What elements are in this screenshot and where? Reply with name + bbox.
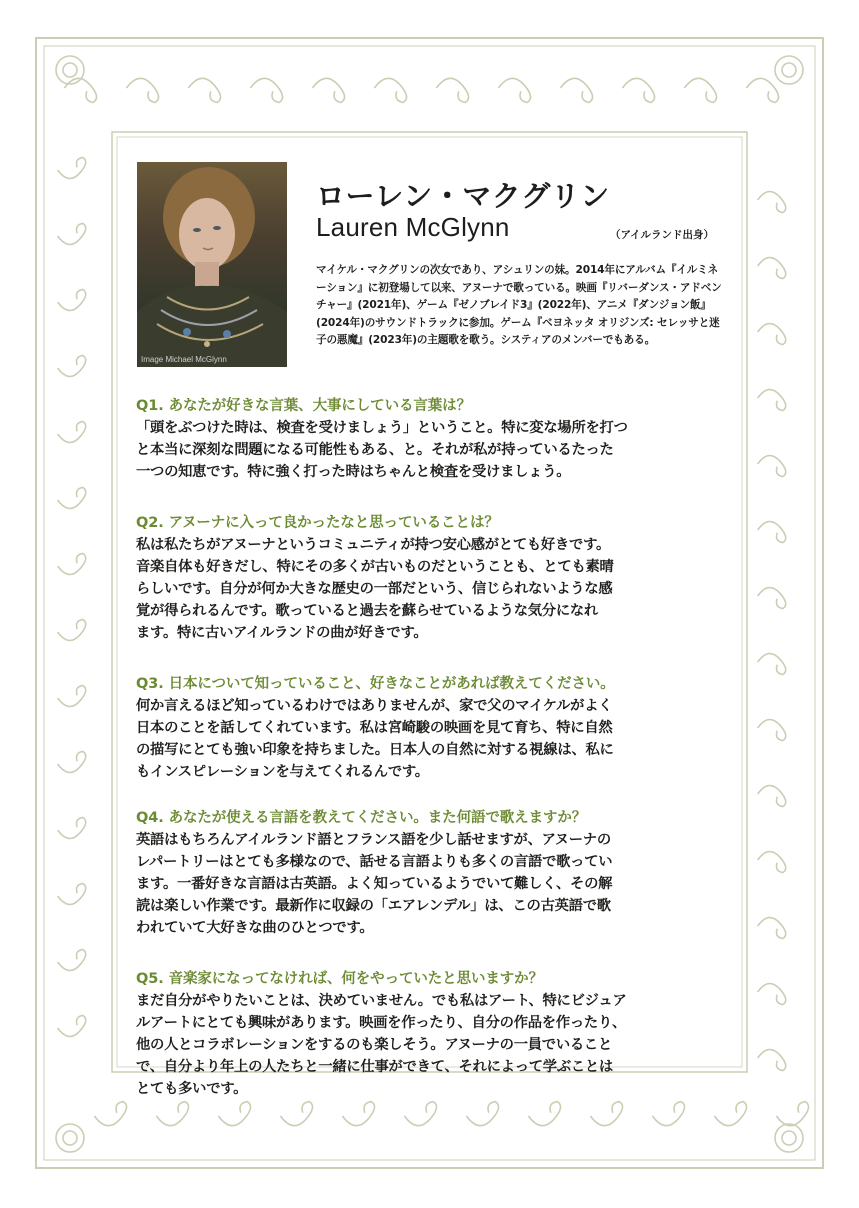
answer-line: らしいです。自分が何か大きな歴史の一部だという、信じられないような感 (136, 581, 613, 597)
answer-line: 一つの知恵です。特に強く打った時はちゃんと検査を受けましょう。 (136, 464, 571, 480)
scroll-ornament (758, 390, 786, 411)
answer-line: レパートリーはとても多様なので、話せる言語よりも多くの言語で歌ってい (136, 854, 613, 870)
corner-ornament (56, 56, 84, 84)
scroll-ornament (560, 78, 592, 102)
scroll-ornament (94, 1102, 126, 1126)
corner-ornament (63, 1131, 77, 1145)
answer-4 (136, 829, 736, 939)
scroll-ornament (758, 522, 786, 543)
name-japanese: ローレン・マクグリン (316, 179, 610, 213)
qa-block-4 (136, 807, 736, 939)
answer-2 (136, 534, 736, 644)
answer-line: 英語はもちろんアイルランド語とフランス語を少し話せますが、アヌーナの (136, 832, 611, 848)
scroll-ornament (58, 355, 86, 376)
scroll-ornament (218, 1102, 250, 1126)
answer-line: と本当に深刻な問題になる可能性もある、と。それが私が持っているたった (136, 442, 614, 458)
answer-line: で、自分より年上の人たちと一緒に仕事ができて、それによって学ぶことは (136, 1059, 614, 1075)
scroll-ornament (528, 1102, 560, 1126)
scroll-ornament (436, 78, 468, 102)
scroll-ornament (312, 78, 344, 102)
scroll-ornament (758, 852, 786, 873)
scroll-ornament (58, 223, 86, 244)
answer-line: 日本のことを話してくれています。私は宮崎駿の映画を見て育ち、特に自然 (136, 720, 613, 736)
answer-line: ルアートにとても興味があります。映画を作ったり、自分の作品を作ったり、 (136, 1015, 627, 1031)
answer-line: ます。特に古いアイルランドの曲が好きです。 (136, 625, 428, 641)
scroll-ornament (58, 685, 86, 706)
biography: マイケル・マクグリンの次女であり、アシュリンの妹。2014年にアルバム『イルミネーション』に初登場して以来、アヌーナで歌っている。映画『リバーダンス・アドベンチャー』(2021年)、ゲーム『ゼノブレイド3』(2022年)、アニメ『ダンジョン飯』(2024年)のサウンドトラックに参加。ゲーム『ベヨネッタ オリジンズ: セレッサと迷子の悪魔』(2023年)の主題歌を歌う。システィアのメンバーでもある。 (316, 264, 722, 346)
corner-ornament (782, 1131, 796, 1145)
scroll-ornament (374, 78, 406, 102)
scroll-ornament (758, 324, 786, 345)
scroll-ornament (758, 588, 786, 609)
question-1: Q1. あなたが好きな言葉、大事にしている言葉は？ (136, 398, 471, 414)
scroll-ornament (622, 78, 654, 102)
scroll-ornament (58, 157, 86, 178)
scroll-ornament (404, 1102, 436, 1126)
answer-line: まだ自分がやりたいことは、決めていません。でも私はアート、特にビジュア (136, 993, 627, 1009)
question-2: Q2. アヌーナに入って良かったなと思っていることは？ (136, 515, 499, 531)
corner-ornament (775, 1124, 803, 1152)
answer-line: とても多いです。 (136, 1081, 248, 1097)
answer-line: 「頭をぶつけた時は、検査を受けましょう」ということ。特に変な場所を打つ (136, 420, 628, 436)
scroll-ornament (746, 78, 778, 102)
answer-line: 何か言えるほど知っているわけではありませんが、家で父のマイケルがよく (136, 698, 613, 714)
scroll-ornament (758, 192, 786, 213)
scroll-ornament (758, 1050, 786, 1071)
question-4: Q4. あなたが使える言語を教えてください。また何語で歌えますか？ (136, 810, 587, 826)
scroll-ornament (758, 654, 786, 675)
scroll-ornament (652, 1102, 684, 1126)
corner-ornament (56, 1124, 84, 1152)
scroll-ornament (498, 78, 530, 102)
answer-3 (136, 695, 736, 783)
scroll-ornament (776, 1102, 808, 1126)
scroll-ornament (58, 553, 86, 574)
origin-note: （アイルランド出身） (610, 229, 715, 241)
corner-ornament (782, 63, 796, 77)
scroll-ornament (758, 786, 786, 807)
answer-line: 音楽自体も好きだし、特にその多くが古いものだということも、とても素晴 (136, 559, 614, 575)
answer-5 (136, 990, 736, 1100)
scroll-ornament (758, 720, 786, 741)
answer-line: ます。一番好きな言語は古英語。よく知っているようでいて難しく、その解 (136, 876, 613, 892)
scroll-ornament (58, 421, 86, 442)
scroll-ornament (758, 456, 786, 477)
scroll-ornament (58, 1015, 86, 1036)
name-english: Lauren McGlynn (316, 212, 510, 242)
scroll-ornament (64, 78, 96, 102)
scroll-ornament (58, 883, 86, 904)
corner-ornament (63, 63, 77, 77)
answer-line: 読は楽しい作業です。最新作に収録の「エアレンデル」は、この古英語で歌 (136, 898, 611, 914)
scroll-ornament (58, 619, 86, 640)
profile-photo (137, 162, 287, 367)
scroll-ornament (58, 487, 86, 508)
scroll-ornament (758, 984, 786, 1005)
scroll-ornament (126, 78, 158, 102)
qa-block-5 (136, 968, 736, 1100)
scroll-ornament (342, 1102, 374, 1126)
answer-line: の描写にとても強い印象を持ちました。日本人の自然に対する視線は、私に (136, 742, 614, 758)
qa-block-1 (136, 395, 736, 483)
qa-block-2 (136, 512, 736, 644)
photo-credit: Image Michael McGlynn (141, 355, 227, 364)
scroll-ornament (58, 751, 86, 772)
scroll-ornament (58, 289, 86, 310)
qa-block-3 (136, 673, 736, 783)
scroll-ornament (758, 918, 786, 939)
answer-1 (136, 417, 736, 483)
scroll-ornament (58, 949, 86, 970)
scroll-ornament (58, 817, 86, 838)
scroll-ornament (188, 78, 220, 102)
scroll-ornament (684, 78, 716, 102)
answer-line: われていて大好きな曲のひとつです。 (136, 920, 374, 936)
answer-line: 他の人とコラボレーションをするのも楽しそう。アヌーナの一員でいること (136, 1037, 613, 1053)
answer-line: 私は私たちがアヌーナというコミュニティが持つ安心感がとても好きです。 (136, 537, 611, 553)
scroll-ornament (758, 258, 786, 279)
scroll-ornament (250, 78, 282, 102)
scroll-ornament (466, 1102, 498, 1126)
scroll-ornament (280, 1102, 312, 1126)
question-3: Q3. 日本について知っていること、好きなことがあれば教えてください。 (136, 676, 615, 692)
scroll-ornament (714, 1102, 746, 1126)
scroll-ornament (156, 1102, 188, 1126)
answer-line: 覚が得られるんです。歌っていると過去を蘇らせているような気分になれ (136, 603, 598, 619)
answer-line: もインスピレーションを与えてくれるんです。 (136, 764, 429, 780)
scroll-ornament (590, 1102, 622, 1126)
corner-ornament (775, 56, 803, 84)
question-5: Q5. 音楽家になってなければ、何をやっていたと思いますか？ (136, 971, 543, 987)
